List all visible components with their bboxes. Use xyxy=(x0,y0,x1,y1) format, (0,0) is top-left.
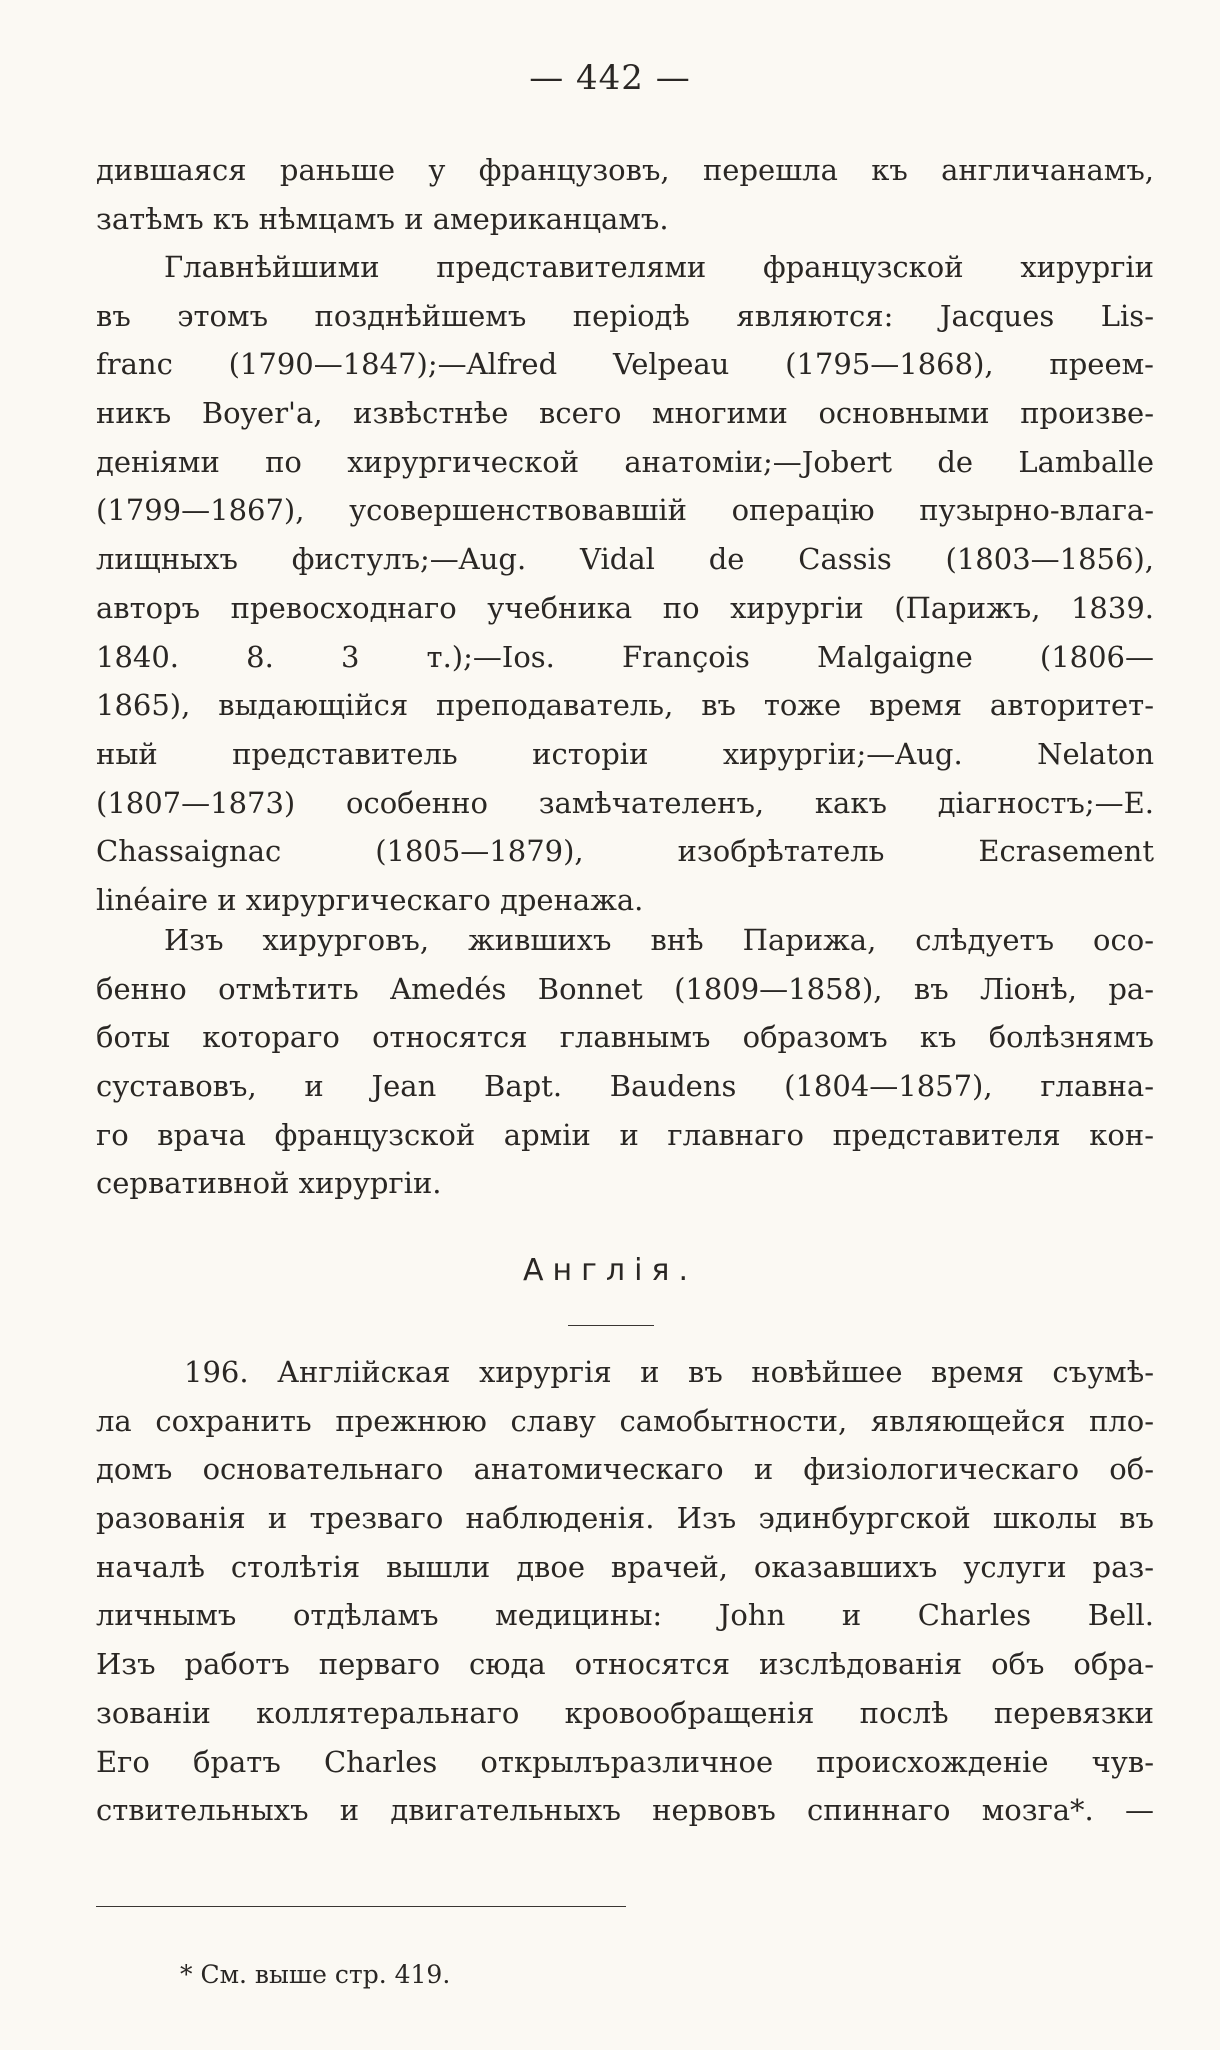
text-line: авторъ превосходнаго учебника по хирургіи (Парижъ, 1839. xyxy=(96,590,1154,625)
text-line: никъ Boyer'а, извѣстнѣе всего многими основными произве- xyxy=(96,396,1154,431)
text-line: 196. Англійская хирургія и въ новѣйшее время съумѣ- xyxy=(184,1355,1154,1389)
text-line: franc (1790—1847);—Alfred Velpeau (1795—1868), преем- xyxy=(96,347,1154,382)
text-line: затѣмъ къ нѣмцамъ и американцамъ. xyxy=(96,201,669,236)
text-line: деніями по хирургической анатоміи;—Jobert de Lamballe xyxy=(96,444,1154,479)
text-line: (1799—1867), усовершенствовавшій операцію пузырно-влага- xyxy=(96,493,1154,528)
text-line: началѣ столѣтія вышли двое врачей, оказавшихъ услуги раз- xyxy=(96,1549,1154,1584)
text-line: ла сохранить прежнюю славу самобытности, являющейся пло- xyxy=(96,1403,1154,1438)
text-line: ный представитель исторіи хирургіи;—Aug. Nelaton xyxy=(96,736,1154,771)
text-line: Его братъ Charles открылъразличное происхожденіе чув- xyxy=(96,1744,1154,1779)
text-line: linéaire и хирургическаго дренажа. xyxy=(96,882,644,917)
paragraph-continuation xyxy=(96,146,1154,243)
text-line: въ этомъ позднѣйшемъ періодѣ являются: Jacques Lis- xyxy=(96,298,1154,333)
text-line: Chassaignac (1805—1879), изобрѣтатель Ecrasement xyxy=(96,834,1154,869)
text-line: суставовъ, и Jean Bapt. Baudens (1804—1857), главна- xyxy=(96,1069,1154,1104)
paragraph-english-surgery xyxy=(96,1348,1154,1835)
section-heading: Англія. xyxy=(523,1253,697,1288)
text-line: сервативной хирургіи. xyxy=(96,1166,442,1201)
paragraph-provincial-surgeons xyxy=(96,916,1154,1208)
text-line: дившаяся раньше у французовъ, перешла къ англичанамъ, xyxy=(96,153,1154,187)
text-line: (1807—1873) особенно замѣчателенъ, какъ діагностъ;—E. xyxy=(96,785,1154,820)
text-line: Изъ хирурговъ, жившихъ внѣ Парижа, слѣдуетъ осо- xyxy=(164,923,1154,957)
text-line: 1840. 8. 3 т.);—Ios. François Malgaigne (1806— xyxy=(96,639,1154,674)
footnote: * См. выше стр. 419. xyxy=(180,1960,451,1989)
text-line: Изъ работъ перваго сюда относятся изслѣдованія объ обра- xyxy=(96,1647,1154,1682)
text-line: домъ основательнаго анатомическаго и физіологическаго об- xyxy=(96,1452,1154,1487)
text-line: личнымъ отдѣламъ медицины: John и Charles Bell. xyxy=(96,1598,1154,1633)
text-line: го врача французской арміи и главнаго представителя кон- xyxy=(96,1117,1154,1152)
page-number: — 442 — xyxy=(529,58,691,98)
heading-rule xyxy=(568,1325,654,1326)
text-line: зованіи коллятеральнаго кровообращенія послѣ перевязки xyxy=(96,1695,1154,1730)
text-line: лищныхъ фистулъ;—Aug. Vidal de Cassis (1803—1856), xyxy=(96,542,1154,577)
text-line: ствительныхъ и двигательныхъ нервовъ спиннаго мозга*. — xyxy=(96,1793,1154,1828)
text-line: разованія и трезваго наблюденія. Изъ эдинбургской школы въ xyxy=(96,1501,1154,1536)
footnote-rule xyxy=(96,1906,626,1907)
text-line: Главнѣйшими представителями французской хирургіи xyxy=(164,250,1154,284)
text-line: боты котораго относятся главнымъ образомъ къ болѣзнямъ xyxy=(96,1020,1154,1055)
text-line: бенно отмѣтить Amedés Bonnet (1809—1858), въ Ліонѣ, ра- xyxy=(96,971,1154,1006)
paragraph-french-surgeons xyxy=(96,243,1154,925)
text-line: 1865), выдающійся преподаватель, въ тоже время авторитет- xyxy=(96,688,1154,723)
